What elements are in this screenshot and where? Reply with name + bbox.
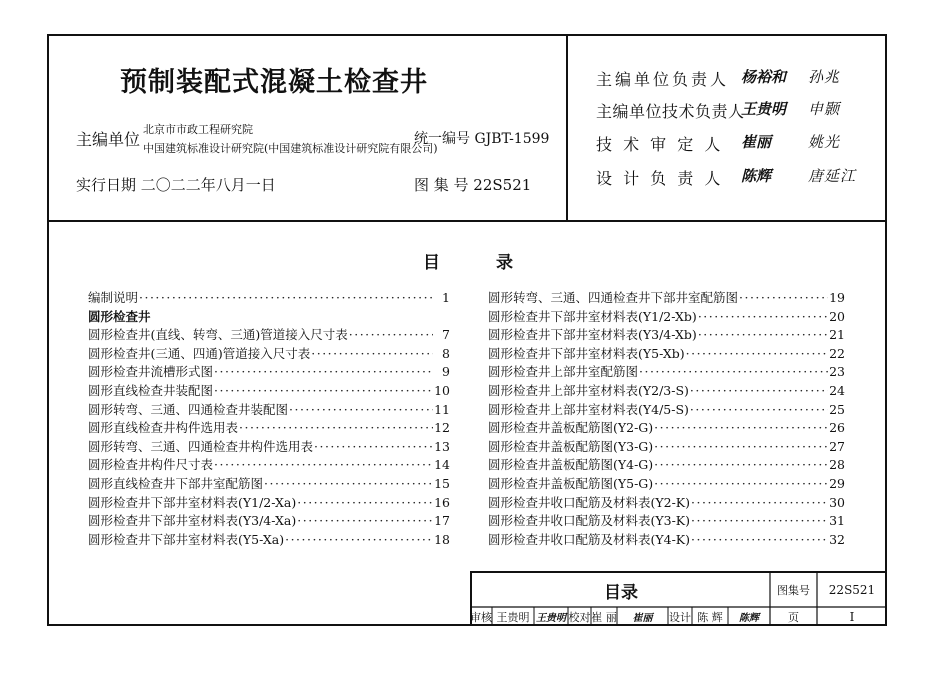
page-value: I [849, 609, 855, 624]
toc-entry[interactable] [88, 475, 450, 494]
leader-dots [289, 401, 433, 420]
toc-entry-text: 圆形检查井收口配筋及材料表(Y2-K) [488, 494, 691, 510]
sheet-title: 目录 [604, 582, 638, 603]
toc-entry-text: 圆形直线检查井构件选用表 [88, 420, 239, 436]
toc-entry-page: 32 [829, 531, 845, 547]
toc-entry-page: 8 [442, 345, 450, 361]
leader-dots [698, 326, 828, 345]
toc-entry[interactable] [488, 456, 845, 475]
leader-dots [686, 345, 828, 364]
toc-entry-page: 25 [829, 401, 845, 417]
leader-dots [214, 363, 433, 382]
toc-entry[interactable] [88, 363, 450, 382]
signature: 申颢 [808, 100, 841, 118]
title-block [470, 571, 887, 626]
toc-entry-page: 20 [829, 308, 845, 324]
signature: 姚光 [808, 133, 841, 151]
leader-dots [691, 531, 828, 550]
check-signature: 崔丽 [632, 613, 653, 624]
toc-entry-text: 圆形检查井收口配筋及材料表(Y4-K) [488, 531, 691, 547]
toc-entry-text: 圆形检查井盖板配筋图(Y5-G) [488, 475, 654, 491]
toc-entry-text: 圆形检查井流槽形式图 [88, 364, 214, 380]
signature: 唐延江 [808, 167, 857, 185]
leader-dots [654, 419, 828, 438]
unified-number: 统一编号 GJBT-1599 [414, 131, 550, 147]
atlas-label: 图集号 [777, 584, 810, 597]
signature: 陈辉 [741, 167, 772, 185]
toc-entry-text: 圆形检查井下部井室材料表(Y3/4-Xa) [88, 513, 297, 529]
toc-entry[interactable] [488, 308, 845, 327]
toc-entry-page: 29 [829, 475, 845, 491]
leader-dots [698, 308, 828, 327]
toc-entry[interactable] [488, 363, 845, 382]
design-name: 陈 辉 [697, 610, 723, 624]
leader-dots [654, 475, 828, 494]
toc-entry[interactable] [488, 512, 845, 531]
toc-entry[interactable] [88, 326, 450, 345]
toc-entry-page: 12 [434, 420, 450, 436]
toc-entry[interactable] [88, 345, 450, 364]
leader-dots [311, 345, 433, 364]
review-signature: 王贵明 [536, 613, 566, 624]
toc-entry-text: 圆形检查井(三通、四通)管道接入尺寸表 [88, 345, 311, 361]
leader-dots [139, 289, 433, 308]
design-label: 设计 [669, 610, 691, 624]
toc-entry[interactable] [488, 326, 845, 345]
signature: 孙兆 [808, 68, 841, 86]
toc-entry[interactable] [488, 531, 845, 550]
toc-entry[interactable] [88, 438, 450, 457]
review-name: 王贵明 [496, 610, 530, 624]
toc-entry-page: 19 [829, 290, 845, 305]
leader-dots [264, 475, 433, 494]
toc-entry-page: 24 [829, 382, 845, 398]
toc-title-char-1: 目 [423, 253, 440, 273]
toc-entry-text: 圆形检查井下部井室材料表(Y5-Xa) [88, 531, 285, 547]
toc-entry-page: 18 [434, 531, 450, 547]
leader-dots [690, 401, 828, 420]
toc-entry-page: 10 [434, 382, 450, 398]
design-signature: 陈辉 [739, 613, 759, 624]
toc-entry-text: 圆形检查井盖板配筋图(Y4-G) [488, 457, 654, 473]
responsible-role: 设 计 负 责 人 [596, 169, 724, 188]
header-divider [47, 220, 887, 222]
leader-dots [654, 438, 828, 457]
leader-dots [297, 512, 433, 531]
toc-entry[interactable] [488, 475, 845, 494]
leader-dots [639, 363, 828, 382]
toc-entry-page: 26 [829, 420, 845, 436]
toc-entry-page: 15 [434, 475, 450, 491]
toc-entry-page: 27 [829, 438, 845, 454]
toc-entry[interactable] [488, 494, 845, 513]
toc-entry[interactable] [488, 289, 845, 308]
toc-entry[interactable] [88, 494, 450, 513]
toc-entry-page: 14 [434, 457, 450, 473]
toc-entry[interactable] [488, 438, 845, 457]
page-label: 页 [788, 610, 799, 624]
responsible-role: 技 术 审 定 人 [596, 135, 724, 154]
toc-entry-text: 圆形检查井收口配筋及材料表(Y3-K) [488, 513, 691, 529]
signature: 杨裕和 [741, 68, 787, 86]
toc-entry-page: 13 [434, 438, 450, 454]
leader-dots [239, 419, 433, 438]
toc-entry-text: 圆形检查井下部井室材料表(Y5-Xb) [488, 345, 685, 361]
toc-entry-text: 圆形转弯、三通、四通检查井装配图 [88, 401, 289, 417]
leader-dots [214, 382, 433, 401]
toc-right-column [488, 289, 845, 549]
toc-entry[interactable] [88, 531, 450, 550]
toc-entry-page: 30 [829, 494, 845, 510]
editor-unit-1: 北京市市政工程研究院 [143, 123, 253, 136]
toc-entry-text: 圆形检查井构件尺寸表 [88, 457, 214, 473]
toc-entry-text: 圆形直线检查井装配图 [88, 382, 214, 398]
toc-entry-page: 17 [434, 513, 450, 529]
leader-dots [691, 512, 828, 531]
review-label: 审核 [470, 610, 492, 624]
responsible-role: 主编单位负责人 [596, 70, 730, 89]
toc-entry[interactable] [88, 382, 450, 401]
toc-entry-text: 圆形检查井上部井室材料表(Y4/5-S) [488, 401, 689, 417]
leader-dots [297, 494, 433, 513]
leader-dots [314, 438, 433, 457]
toc-entry-page: 28 [829, 457, 845, 473]
toc-entry[interactable] [88, 456, 450, 475]
leader-dots [690, 382, 828, 401]
toc-entry[interactable] [88, 419, 450, 438]
toc-entry-page: 22 [829, 345, 845, 361]
atlas-value: 22S521 [828, 583, 876, 597]
leader-dots [654, 456, 828, 475]
toc-entry-page: 23 [829, 364, 845, 380]
signature: 崔丽 [741, 133, 772, 151]
toc-entry[interactable] [488, 382, 845, 401]
header-vertical-divider [566, 34, 568, 221]
atlas-number: 图 集 号 22S521 [414, 176, 532, 194]
editor-unit-label: 主编单位 [76, 130, 141, 149]
toc-section-text: 圆形检查井 [88, 308, 151, 324]
toc-entry-text: 圆形检查井盖板配筋图(Y2-G) [488, 420, 654, 436]
toc-entry-text: 圆形检查井下部井室材料表(Y1/2-Xb) [488, 308, 697, 324]
responsible-role: 主编单位技术负责人 [596, 102, 745, 121]
toc-entry[interactable] [88, 401, 450, 420]
toc-entry-page: 9 [442, 364, 450, 380]
toc-entry[interactable] [488, 419, 845, 438]
toc-entry-text: 圆形检查井上部井室配筋图 [488, 364, 639, 380]
effective-date: 实行日期 二〇二二年八月一日 [76, 176, 276, 194]
toc-entry-page: 16 [434, 494, 450, 510]
toc-entry-page: 31 [829, 513, 845, 529]
leader-dots [285, 531, 433, 550]
editor-unit-2: 中国建筑标准设计研究院(中国建筑标准设计研究院有限公司) [143, 142, 438, 155]
check-name: 崔 丽 [591, 610, 617, 624]
toc-entry-page: 11 [434, 401, 450, 417]
toc-left-column [88, 289, 450, 549]
drawing-title: 预制装配式混凝土检查井 [120, 67, 428, 98]
toc-entry[interactable] [88, 512, 450, 531]
toc-entry-text: 圆形转弯、三通、四通检查井下部井室配筋图 [488, 290, 739, 305]
check-label: 校对 [568, 610, 591, 624]
toc-entry-text: 圆形检查井下部井室材料表(Y3/4-Xb) [488, 327, 697, 343]
leader-dots [214, 456, 433, 475]
toc-entry-text: 圆形转弯、三通、四通检查井构件选用表 [88, 438, 314, 454]
leader-dots [349, 326, 433, 345]
signature: 王贵明 [741, 100, 787, 118]
toc-entry-text: 圆形检查井上部井室材料表(Y2/3-S) [488, 382, 689, 398]
toc-entry-text: 编制说明 [88, 290, 139, 305]
toc-entry[interactable] [88, 289, 450, 308]
toc-entry-text: 圆形检查井盖板配筋图(Y3-G) [488, 438, 654, 454]
toc-entry-page: 1 [442, 290, 450, 305]
toc-title-char-2: 录 [496, 253, 513, 273]
toc-entry-page: 7 [442, 327, 450, 343]
toc-entry[interactable] [488, 401, 845, 420]
toc-entry-text: 圆形检查井(直线、转弯、三通)管道接入尺寸表 [88, 327, 348, 343]
toc-entry-text: 圆形检查井下部井室材料表(Y1/2-Xa) [88, 494, 297, 510]
leader-dots [739, 289, 828, 308]
toc-entry-page: 21 [829, 327, 845, 343]
toc-entry-text: 圆形直线检查井下部井室配筋图 [88, 475, 264, 491]
toc-section-heading [88, 308, 450, 327]
toc-entry[interactable] [488, 345, 845, 364]
leader-dots [691, 494, 828, 513]
